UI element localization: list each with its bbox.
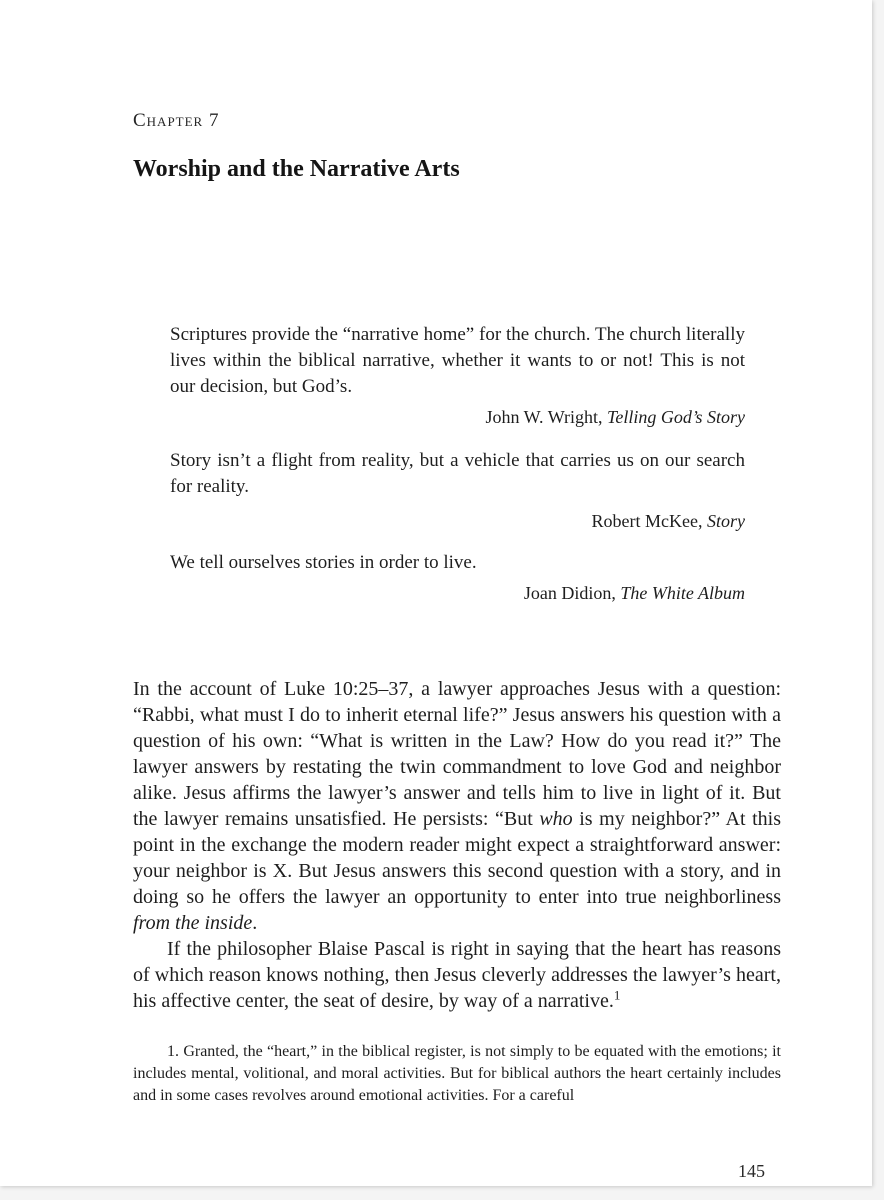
text-run: If the philosopher Blaise Pascal is right in saying that the heart has reasons of which reason knows nothing, then Jesus cleverly addresses the lawyer’s heart, his affective center, the seat of desire, by way of a narrative. xyxy=(133,938,781,1012)
epigraph-source xyxy=(170,580,745,606)
epigraph-text: Story isn’t a flight from reality, but a vehicle that carries us on our search for reality. xyxy=(170,450,745,497)
epigraph-work: The White Album xyxy=(620,583,745,603)
epigraph-author: John W. Wright, xyxy=(485,407,603,427)
footnote: 1. Granted, the “heart,” in the biblical register, is not simply to be equated with the emotions; it includes mental, volitional, and moral activities. But for biblical authors the heart certainly includes and in some cases revolves around emotional activities. For a careful xyxy=(133,1043,781,1104)
epigraph xyxy=(170,550,745,606)
epigraphs xyxy=(170,322,745,606)
text-run: is my neighbor?” At this point in the exchange the modern reader might expect a straightforward answer: your neighbor is X. But Jesus answers this second question with a story, and in doing so he offers the lawyer an opportunity to enter into true neighborliness xyxy=(133,808,781,908)
epigraph-author: Robert McKee, xyxy=(591,511,703,531)
chapter-title: Worship and the Narrative Arts xyxy=(133,156,460,182)
epigraph xyxy=(170,322,745,430)
epigraph-text: Scriptures provide the “narrative home” for the church. The church literally lives within the biblical narrative, whether it wants to or not! This is not our decision, but God’s. xyxy=(170,324,745,397)
epigraph-source xyxy=(170,404,745,430)
epigraph-text: We tell ourselves stories in order to live. xyxy=(170,552,477,573)
emphasis-text: who xyxy=(539,808,573,830)
chapter-label: Chapter 7 xyxy=(133,110,220,131)
epigraph-source xyxy=(170,508,745,534)
body-paragraph xyxy=(133,936,781,1014)
emphasis-text: from the inside xyxy=(133,912,253,934)
body-paragraph xyxy=(133,676,781,936)
epigraph-author: Joan Didion, xyxy=(523,583,616,603)
body-text xyxy=(133,676,781,1014)
epigraph xyxy=(170,448,745,534)
page-number: 145 xyxy=(738,1161,765,1181)
text-run: In the account of Luke 10:25–37, a lawyer approaches Jesus with a question: “Rabbi, what must I do to inherit eternal life?” Jesus answers his question with a question of his own: “What is written in the Law? How do you read it?” The lawyer answers by restating the twin commandment to love God and neighbor alike. Jesus affirms the lawyer’s answer and tells him to live in light of it. But the lawyer remains unsatisfied. He persists: “But xyxy=(133,678,781,830)
footnote-reference[interactable]: 1 xyxy=(613,987,621,1003)
epigraph-work: Story xyxy=(707,511,745,531)
epigraph-work: Telling God’s Story xyxy=(606,407,745,427)
text-run: . xyxy=(252,912,258,934)
